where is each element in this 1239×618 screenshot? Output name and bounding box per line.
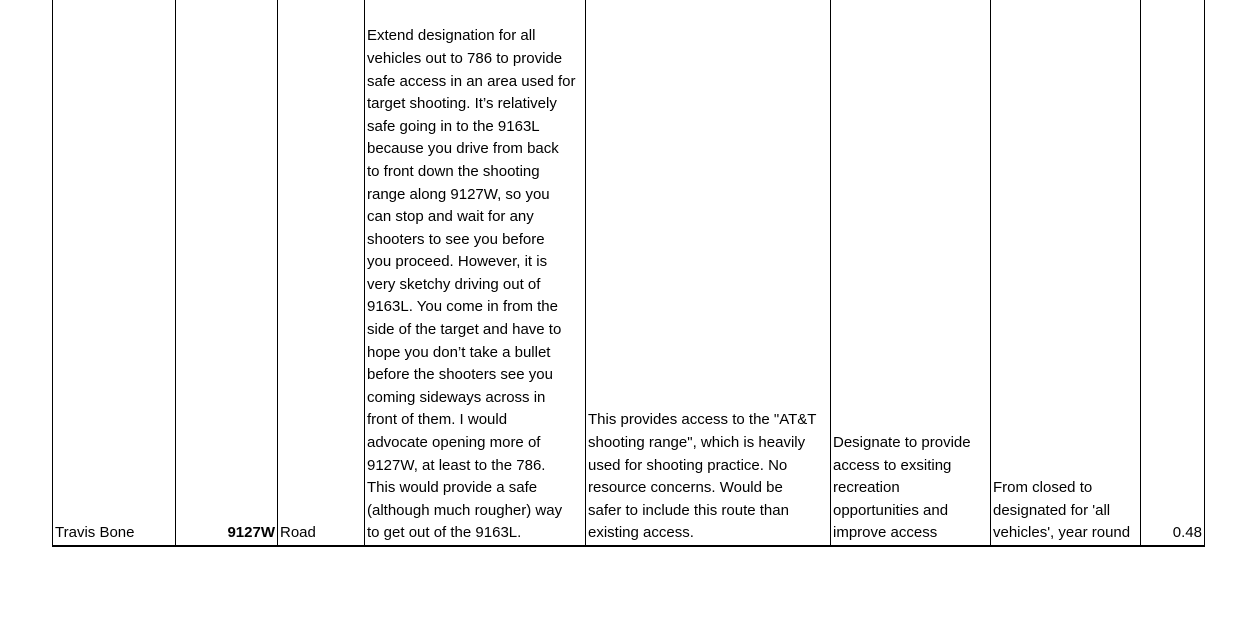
route-id-cell: 9127W <box>176 0 278 546</box>
assessment-cell: This provides access to the "AT&T shooting range", which is heavily used for shooting practice. No resource concerns. Would be safer to include this route than existing access. <box>586 0 831 546</box>
spreadsheet-table <box>52 0 1205 547</box>
table-row <box>53 0 1205 546</box>
commenter-cell: Travis Bone <box>53 0 176 546</box>
miles-cell: 0.48 <box>1141 0 1205 546</box>
rationale-cell: Designate to provide access to exsiting recreation opportunities and improve access <box>831 0 991 546</box>
route-type-cell: Road <box>278 0 365 546</box>
proposed-change-cell: From closed to designated for 'all vehicles', year round <box>991 0 1141 546</box>
comment-cell: Extend designation for all vehicles out to 786 to provide safe access in an area used for target shooting. It’s relatively safe going in to the 9163L because you drive from back to front down the shooting range along 9127W, so you can stop and wait for any shooters to see you before you proceed. However, it is very sketchy driving out of 9163L. You come in from the side of the target and have to hope you don’t take a bullet before the shooters see you coming sideways across in front of them. I would advocate opening more of 9127W, at least to the 786. This would provide a safe (although much rougher) way to get out of the 9163L. <box>365 0 586 546</box>
